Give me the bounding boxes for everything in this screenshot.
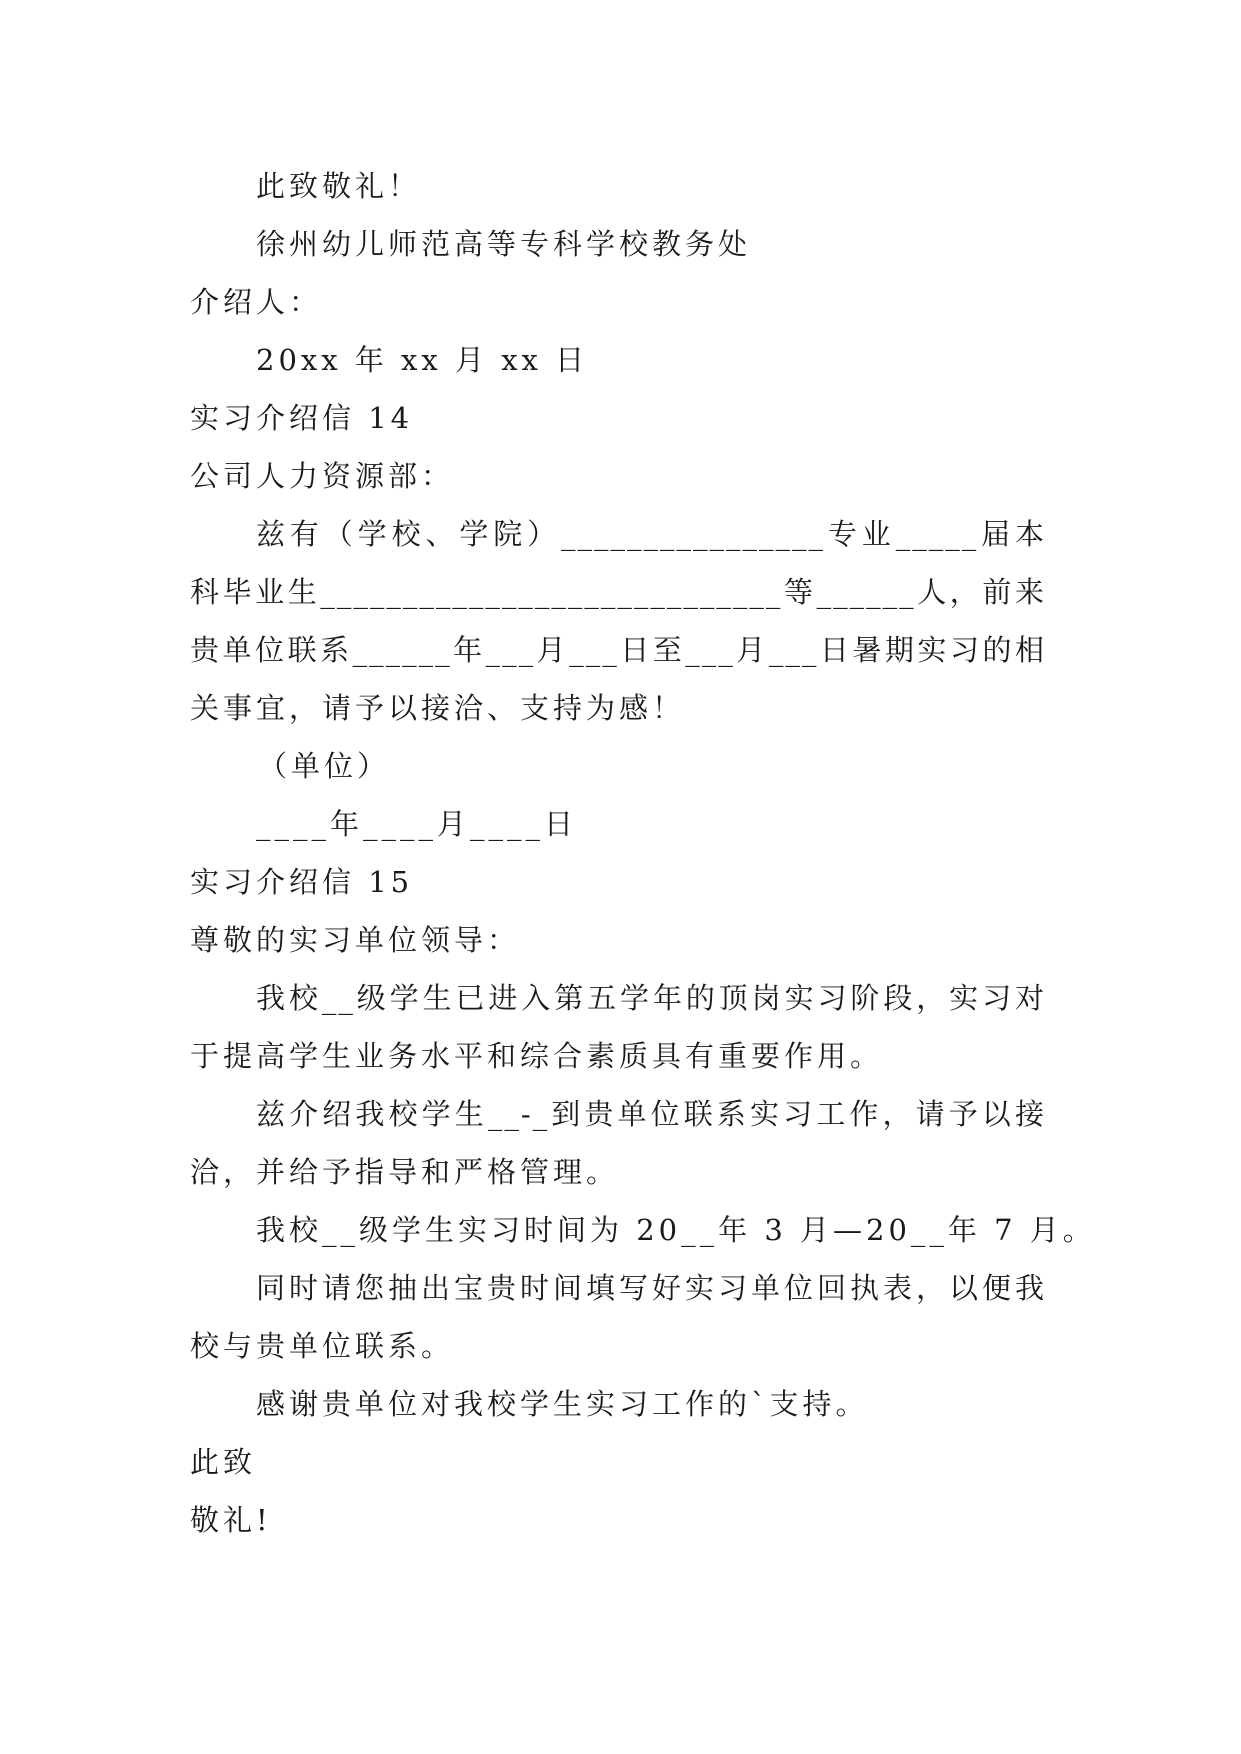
closing-jing-li: 敬礼! [190,1503,272,1537]
letter-15-para-3: 我校__级学生实习时间为 20__年 3 月—20__年 7 月。 [256,1213,1096,1247]
issuer-name: 徐州幼儿师范高等专科学校教务处 [256,227,752,261]
letter-15-para-1-line-2: 于提高学生业务水平和综合素质具有重要作用。 [190,1039,884,1073]
letter-15-para-2-line-1: 兹介绍我校学生__-_到贵单位联系实习工作，请予以接 [256,1097,1046,1131]
closing-salute: 此致敬礼！ [256,169,422,203]
letter-15-para-2-line-2: 洽，并给予指导和严格管理。 [190,1155,620,1189]
blank-date-line: ____年____月____日 [256,807,578,841]
letter-15-para-1-line-1: 我校__级学生已进入第五学年的顶岗实习阶段，实习对 [256,981,1046,1015]
letter-15-para-5: 感谢贵单位对我校学生实习工作的`支持。 [256,1387,869,1421]
unit-label: （单位） [258,749,391,783]
letter-14-title: 实习介绍信 14 [190,401,414,435]
letter-14-body-line-3: 贵单位联系______年___月___日至___月___日暑期实习的相 [190,633,1046,667]
letter-15-para-4-line-1: 同时请您抽出宝贵时间填写好实习单位回执表，以便我 [256,1271,1046,1305]
letter-14-recipient: 公司人力资源部： [190,459,455,493]
letter-15-recipient: 尊敬的实习单位领导： [190,923,521,957]
letter-15-title: 实习介绍信 15 [190,865,414,899]
letter-14-body-line-4: 关事宜，请予以接洽、支持为感！ [190,691,686,725]
date-line: 20xx 年 xx 月 xx 日 [256,343,589,377]
closing-ci-zhi: 此致 [190,1445,257,1479]
letter-15-para-4-line-2: 校与贵单位联系。 [190,1329,455,1363]
letter-14-body-line-1: 兹有（学校、学院）________________专业_____届本 [256,517,1046,551]
letter-14-body-line-2: 科毕业生____________________________等______人，前来 [190,575,1046,609]
introducer-label: 介绍人： [190,285,323,319]
